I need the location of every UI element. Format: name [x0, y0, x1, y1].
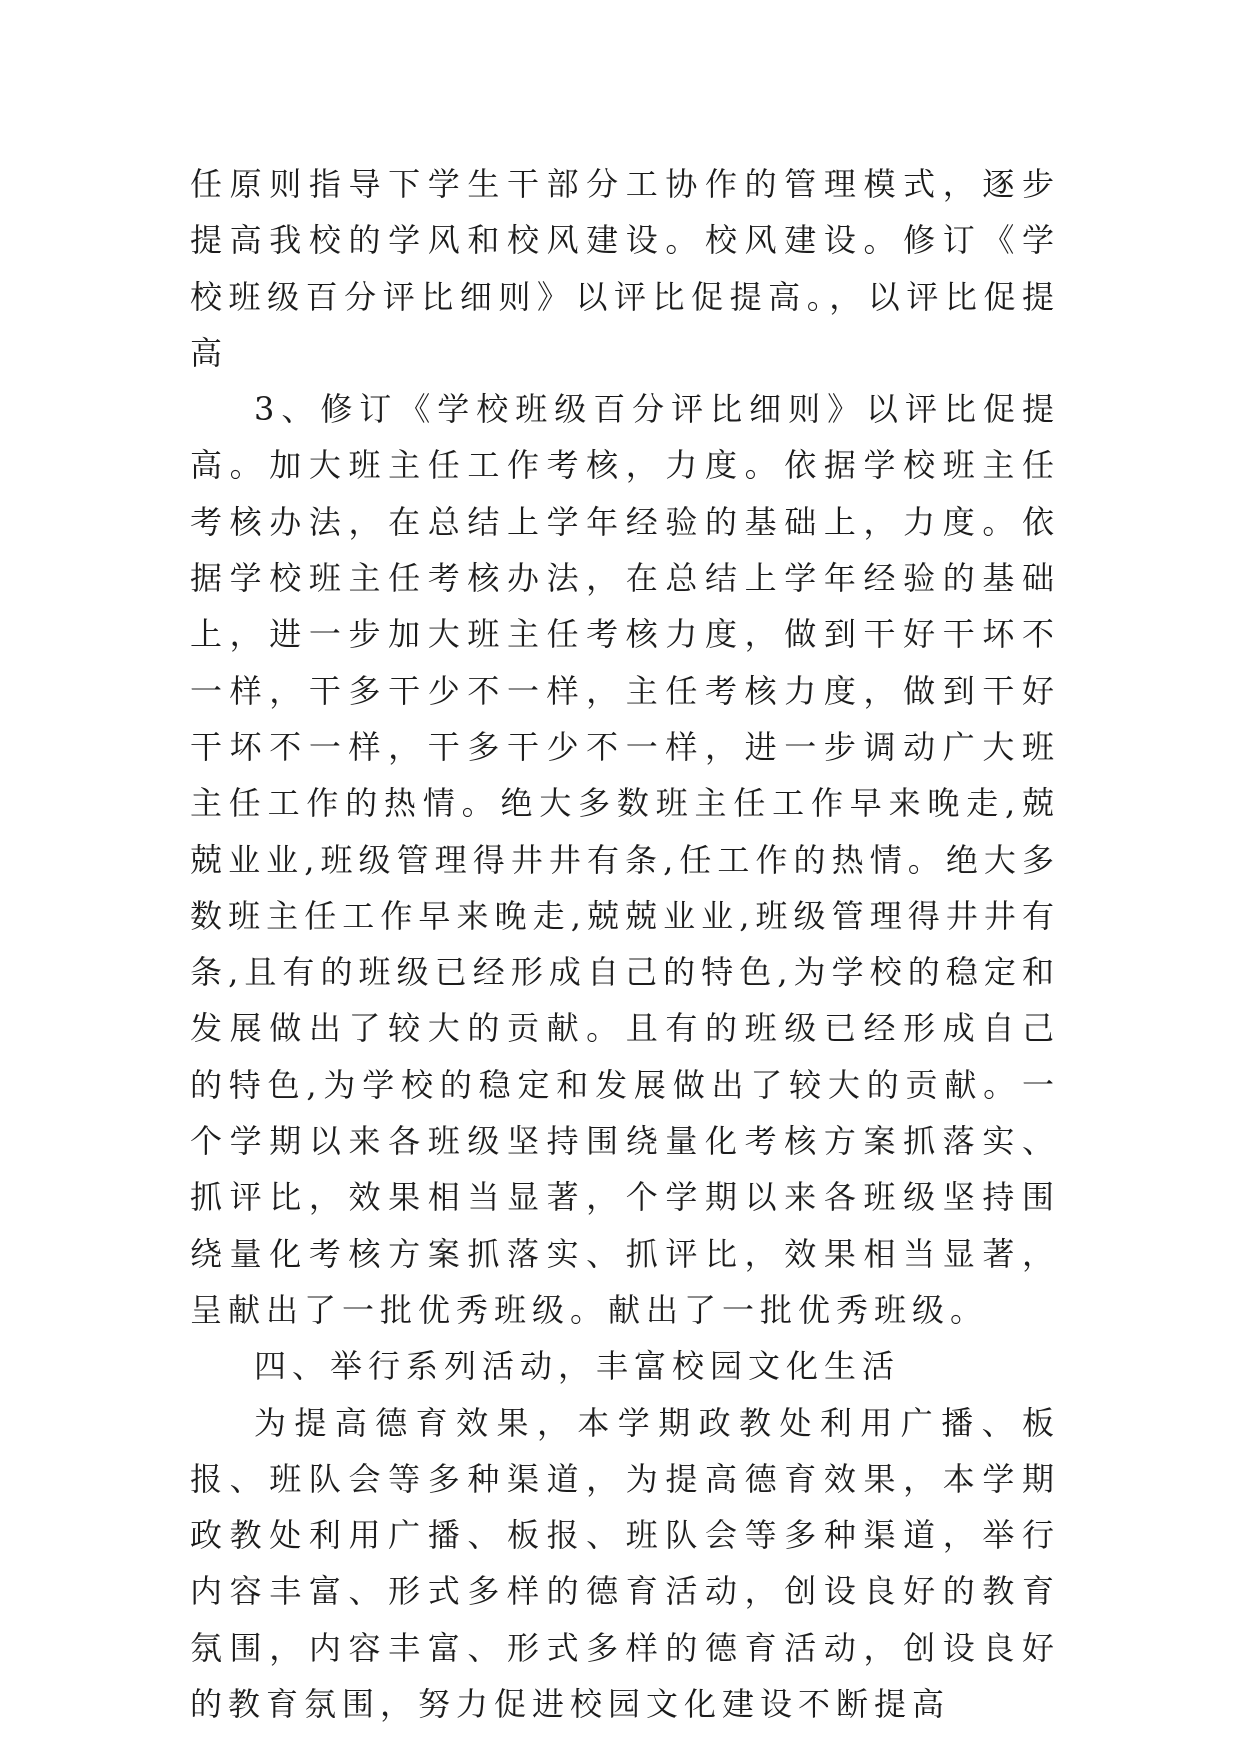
paragraph-2: 3、修订《学校班级百分评比细则》以评比促提高。加大班主任工作考核，力度。依据学校班主任考核办法，在总结上学年经验的基础上，力度。依据学校班主任考核办法，在总结上学年经验的基础上，进一步加大班主任考核力度，做到干好干坏不一样，干多干少不一样，主任考核力度，做到干好干坏不一样，干多干少不一样，进一步调动广大班主任工作的热情。绝大多数班主任工作早来晚走,兢兢业业,班级管理得井井有条,任工作的热情。绝大多数班主任工作早来晚走,兢兢业业,班级管理得井井有条,且有的班级已经形成自己的特色,为学校的稳定和发展做出了较大的贡献。且有的班级已经形成自己的特色,为学校的稳定和发展做出了较大的贡献。一个学期以来各班级坚持围绕量化考核方案抓落实、抓评比，效果相当显著，个学期以来各班级坚持围绕量化考核方案抓落实、抓评比，效果相当显著，呈献出了一批优秀班级。献出了一批优秀班级。	[190, 390, 1060, 1329]
paragraph-4: 为提高德育效果，本学期政教处利用广播、板报、班队会等多种渠道，为提高德育效果，本学期政教处利用广播、板报、班队会等多种渠道，举行内容丰富、形式多样的德育活动，创设良好的教育氛围，内容丰富、形式多样的德育活动，创设良好的教育氛围，努力促进校园文化建设不断提高	[190, 1403, 1060, 1724]
paragraph-1: 任原则指导下学生干部分工协作的管理模式，逐步提高我校的学风和校风建设。校风建设。修订《学校班级百分评比细则》以评比促提高。，以评比促提高	[190, 165, 1060, 372]
document-body	[190, 156, 1060, 1732]
section-heading: 四、举行系列活动，丰富校园文化生活	[254, 1347, 901, 1386]
